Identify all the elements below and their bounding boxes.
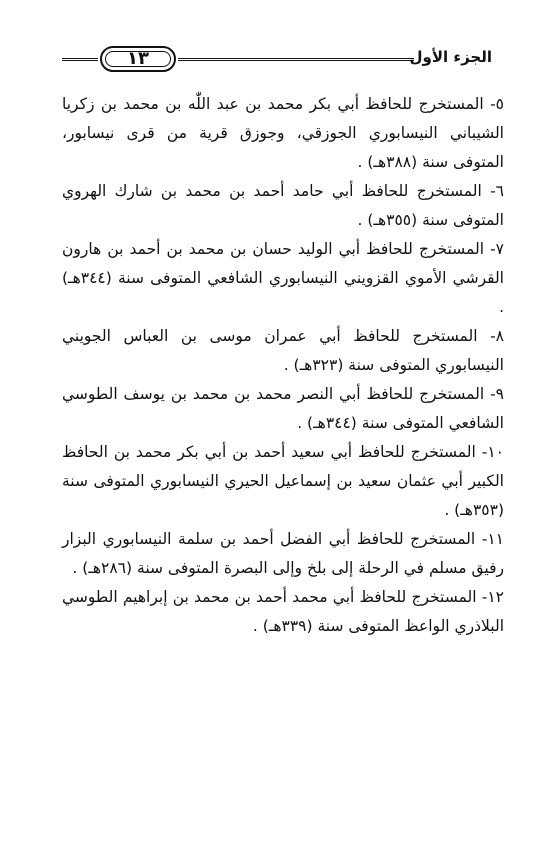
page-number: ١٣ <box>127 48 149 69</box>
header-rule-middle <box>178 58 414 61</box>
page-number-badge <box>100 46 176 72</box>
running-title: الجزء الأول <box>409 48 492 66</box>
list-entry-12: ١٢- المستخرج للحافظ أبي محمد أحمد بن محمد بن إبراهيم الطوسي البلاذري الواعظ المتوفى سنة (٣٣٩هـ) . <box>62 588 504 635</box>
header-rule-left <box>62 58 98 61</box>
list-entry-8: ٨- المستخرج للحافظ أبي عمران موسى بن العباس الجويني النيسابوري المتوفى سنة (٣٢٣هـ) . <box>62 327 504 374</box>
list-entry-6: ٦- المستخرج للحافظ أبي حامد أحمد بن محمد بن شارك الهروي المتوفى سنة (٣٥٥هـ) . <box>62 182 504 229</box>
page-header <box>62 44 492 78</box>
list-entry-5: ٥- المستخرج للحافظ أبي بكر محمد بن عبد اللّٰه بن محمد بن زكريا الشيباني النيسابوري الجوزقي، وجوزق قرية من قرى نيسابور، المتوفى سنة (٣٨٨هـ) . <box>62 95 504 171</box>
list-entry-11: ١١- المستخرج للحافظ أبي الفضل أحمد بن سلمة النيسابوري البزار رفيق مسلم في الرحلة إلى بلخ وإلى البصرة المتوفى سنة (٢٨٦هـ) . <box>62 530 504 577</box>
list-entry-10: ١٠- المستخرج للحافظ أبي سعيد أحمد بن أبي بكر محمد بن الحافظ الكبير أبي عثمان سعيد بن إسماعيل الحيري النيسابوري المتوفى سنة (٣٥٣هـ) . <box>62 443 504 519</box>
list-entry-7: ٧- المستخرج للحافظ أبي الوليد حسان بن محمد بن أحمد بن هارون القرشي الأموي القزويني النيسابوري الشافعي المتوفى سنة (٣٤٤هـ) . <box>62 240 504 316</box>
page-body <box>62 90 504 641</box>
list-entry-9: ٩- المستخرج للحافظ أبي النصر محمد بن محمد بن يوسف الطوسي الشافعي المتوفى سنة (٣٤٤هـ) . <box>62 385 504 432</box>
